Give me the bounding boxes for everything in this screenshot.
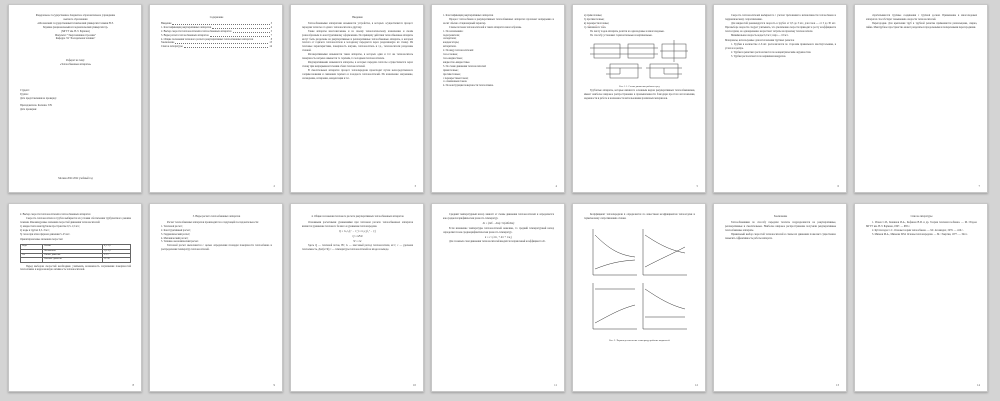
paragraph: Схемы потоков теплоносителей в таких аппаратах многообразны. [449,25,522,29]
section-heading: Список литературы [910,215,933,218]
formula: k = 1 / (1/α₁ + δ/λ + 1/α₂) [485,235,512,239]
field-teacher: Преподаватель: Калашн. Г.Н. [20,103,53,107]
page-number: 6 [837,184,839,189]
section-heading: 2. Выбор скорости теплоносителей в теплообменных аппаратах [20,213,91,216]
list-item: 4. По конструкции поверхности теплообмена. [443,84,494,88]
toc-title: 3. Виды расчета теплообменных аппаратов [161,33,209,37]
page-content [20,14,131,181]
paragraph: Такие аппараты многочисленны и по своему технологическому назначению и своим разнообразным по конструктивному оформлению. По принципу действия теплообменные аппараты могут быть разделены на рекуперативные и регенеративные теплообменные аппараты, в которых теплота от горячего теплоносителя к холодному передается через разделяющую их стенку. Их тепловые характеристики, поверхность нагрева, теплоноситель и т.д., теплоносители разделены стенкой. [302,29,413,53]
toc-leader [233,30,270,33]
toc-leader [184,45,269,48]
page-number: 3 [414,184,416,189]
toc-leader [175,41,268,44]
paragraph: Основными расчетными уравнениями при тепловом расчете теплообменных аппаратов являются уравнение теплового баланса и уравнение теплопередачи. [302,220,413,228]
page-content [302,14,413,181]
title-page-header [20,14,131,41]
list-item: прямоточные; [443,68,459,72]
list-item: 3) газов при атмосферном давлении 5–25 м/с. [20,232,71,236]
toc-page: 14 [269,45,272,49]
paragraph: Для жидкостей рекомендуется скорость в трубах от 0,5 до 3 м/с, для газов — от 5 до 30 м/с. При выборе скорости следует учитывать, что увеличение скорости приводит к росту коэффициента теплоотдачи, но одновременно возрастают затраты на прокачку теплоносителя. [725,21,836,33]
paragraph: Если изменение температуры теплоносителей невелико, то средний температурный напор определяется как среднеарифметическая разность температур. [443,226,554,234]
figure-caption: Рис. 2. Характер изменения температур рабочих жидкостей [609,338,670,342]
paragraph: По способу установки: горизонтальные и вертикальные. [590,33,653,37]
header-line: «Московский государственный технический университет имени Н.Э. [37,21,114,25]
list-item: 2. Трубки в решетках располагаются по концентрическим окружностям. [731,51,812,55]
list-item: противоточные; [443,72,461,76]
header-line: высшего образования [63,17,88,21]
subheading: Материалы, используемые для изготовления трубных решеток [725,39,795,43]
section-heading: 1. Классификация рекуперативных аппаратов [443,14,494,17]
list-item: жидкостно-жидкостные. [443,60,471,64]
table-cell: Вязкие [43,245,103,249]
reference-item: 2. Кутателадзе С.С. Основы теории теплообмена. — М.: Атомиздат, 1979. — 416 с. [872,228,964,232]
list-item: 2. По виду теплоносителей: [443,49,474,53]
toc-title: 4. Общие положения теплового расчета рекуперативных теплообменных аппаратов [161,37,254,41]
page-number: 5 [696,184,698,189]
formula: Q = G₁c₁(t₁′ − t₁″) = G₂c₂(t₂″ − t₂′) [339,229,376,233]
section-heading: 4. Общие положения теплового расчета рекуперативных теплообменных аппаратов [311,215,404,218]
page-content [584,213,695,380]
title-page-topic [20,59,131,67]
temperature-graphs-figure [585,225,695,335]
field-check-date: Дата проверки: [20,107,37,111]
page-content [866,14,977,181]
document-pages-grid [8,4,988,392]
toc-title: 1. Классификация рекуперативных аппаратов [161,25,212,29]
page-flow-schemes[interactable] [572,4,706,193]
header-line: Федеральное государственное бюджетное образовательное учреждение [35,14,116,17]
page-number: 2 [273,184,275,189]
paragraph: Правильный выбор скоростей теплоносителей и схемы их движения позволяет существенно повысить эффективность работы аппарата. [725,232,836,240]
toc-title: Список литературы [161,45,183,49]
page-introduction[interactable] [290,4,424,193]
topic-label: Реферат на тему: [66,59,85,63]
page-number: 8 [132,383,134,388]
list-item: газо-жидкостные; [443,56,463,60]
toc-title: Введение [161,21,172,25]
topic-name: «Теплообменные аппараты» [59,63,92,67]
list-item: 2. Конструктивный расчет; [161,228,191,232]
page-number: 14 [977,383,980,388]
page-title[interactable] [8,4,142,193]
paragraph: Теплообменники по способу передачи теплоты подразделяются на рекуперативные, регенеративные и смесительные. Наиболее широкое распространение получили рекуперативные теплообменные аппараты. [725,220,836,232]
list-item: 2) воды в трубах 0,5–3 м/с; [20,228,50,232]
page-number: 11 [554,383,557,388]
list-item: в) перекрестноточные; [584,21,610,25]
field-student: Студент: [20,89,30,93]
list-item: испарители. [443,45,457,49]
page-content [725,14,836,181]
table-caption: Ориентировочные значения скоростей [20,238,63,242]
page-speed-selection[interactable] [8,203,142,392]
table-cell: Низкое давление [43,253,103,257]
toc-title: 2. Выбор скорости теплоносителей в теплообменных аппаратах [161,29,232,33]
page-number: 12 [695,383,698,388]
field-group: Группа: [20,93,29,97]
page-number: 4 [555,184,557,189]
toc-page: 13 [269,41,272,45]
paragraph: Коэффициент теплопередачи k определяется по известным коэффициентам теплоотдачи и термическому сопротивлению стенки. [584,213,695,220]
paragraph: Для сложных схем движения теплоносителей вводится поправочный коэффициент εΔt. [449,240,546,244]
page-content [443,14,554,181]
table-cell: Маловязкие [43,249,103,253]
list-item: 4. Механический расчет; [161,236,189,240]
figure-caption: Рис. 1.1. Схемы движения рабочих сред [619,85,660,89]
page-content [20,213,131,380]
paragraph: По числу ходов аппараты делятся на одноходовые и многоходовые. [590,29,665,33]
formula: Δt = (Δtб − Δtм) / ln(Δtб/Δtм) [482,221,515,225]
paragraph: Перед выбором скоростей необходимо учитывать возможность загрязнения поверхностей теплообмена и коррозионную активность теплоносителей. [20,264,131,272]
formula: Q = kFΔt [352,234,363,238]
list-item: 3. По схеме движения теплоносителей: [443,64,487,68]
list-item: а) прямоточные; [584,14,603,17]
contents-heading: Содержание [209,16,224,19]
table-cell: Вода [21,245,43,249]
toc-page: 4 [270,25,272,29]
paragraph: Теплообменными аппаратами называются устройства, в которых осуществляется процесс передачи теплоты от одного теплоносителя к другому. [302,21,413,29]
list-item: г) смешанного тока. [584,25,607,29]
page-content [443,213,554,380]
page-thermal-calc[interactable] [290,203,424,392]
paragraph: Процесс теплообмена в рекуперативных теплообменных аппаратах протекает непрерывно и носит обычно стационарный характер. [443,17,554,25]
field-submit-date: Дата представления на проверку: [20,96,57,100]
page-content [725,213,836,380]
page-content [161,213,272,380]
paragraph: Трубчатые аппараты, которые являются основным видом рекуперативных теплообменников, имеют наиболее широкое распространение в промышленности благодаря простоте изготовления, надежности в работе и возможности использования различных материалов. [584,89,695,101]
list-item: охладители; [443,37,457,41]
page-number: 9 [273,383,275,388]
list-item: 5. Технико-экономический расчет. [161,240,199,244]
table-cell: 0,5–1,0 [102,245,130,249]
table-row [21,258,131,262]
page-content [584,14,695,181]
header-line: Кафедра Э4 "Холодильная техника" [55,37,96,41]
list-item: 3. Трубки располагаются по вершинам квадратов. [731,55,786,59]
page-number: 7 [978,184,980,189]
paragraph: Средний температурный напор зависит от схемы движения теплоносителей и определяется как среднелогарифмическая разность температур. [443,213,554,220]
paragraph: Регенеративными называются такие аппараты, в которых один и тот же теплоноситель поверхность нагрева омывается то горячим, то холодным теплоносителем. [302,53,413,61]
formula: W = Gc [353,239,362,243]
toc-page: 8 [270,37,272,41]
toc-page: 5 [270,29,272,33]
flow-scheme-figure [590,40,690,82]
section-heading: 3. Виды расчета теплообменных аппаратов [192,215,241,218]
paragraph: Здесь Q — тепловой поток, Вт; G — массовый расход теплоносителя, кг/с; c — удельная теплоемкость, Дж/(кг·К); t — температуры теплоносителей на входе и выходе. [302,244,413,252]
table-cell: 5–15 [102,253,130,257]
paragraph: В смесительных аппаратах процесс теплопередачи происходит путем непосредственного соприкосновения и смешения горячего и холодного теплоносителей. Их назначение: нагревание, охлаждение, испарение, конденсация и т.п. [302,68,413,80]
toc-page: 3 [270,21,272,25]
paragraph: Скорость теплоносителей выбирается с учетом требований к интенсивности теплообмена и гидравлическому сопротивлению. [725,14,836,21]
paragraph: Расчет теплообменных аппаратов производится в следующей последовательности: [167,220,259,224]
paragraph: Тепловой расчет выполняется с целью определения площади поверхности теплообмена и распределения температур теплоносителей. [161,244,272,252]
header-line: (МГТУ им. Н.Э. Баумана) [61,29,90,33]
page-number: 10 [413,383,416,388]
title-page-footer: Москва 2021/2022 учебный год [58,177,93,181]
list-item: 3. Гидравлический расчет; [161,232,191,236]
toc-title: Заключение [161,41,175,45]
list-item: б) противоточные; [584,17,605,21]
page-contents[interactable] [149,4,283,193]
list-item: 1) жидкостей в межтрубном пространстве 0,3–1,5 м/с; [20,224,80,228]
list-item: 1. Тепловой расчет; [161,224,183,228]
page-tube-layout[interactable] [713,4,847,193]
section-heading: Введение [352,16,363,19]
page-temperature-graphs[interactable] [572,203,706,392]
list-item: с перекрестным током; [443,76,469,80]
list-item: конденсаторы; [443,41,460,45]
toc-leader [172,22,269,25]
paragraph: Скорость теплоносителя в трубах выбирается из условия обеспечения турбулентного режима течения. Рекомендуемые значения скоростей движения теплоносителей: [20,216,131,224]
table-cell: Высокое давление [43,258,103,262]
toc-leader [210,34,270,37]
page-content [161,14,272,181]
toc-item[interactable] [161,45,272,49]
list-item: 1. По назначению: [443,29,464,33]
section-heading: Заключение [773,215,788,218]
list-item: со смешанным током. [443,80,468,84]
header-line: Баумана (национальный исследовательский университет)» [43,25,108,29]
page-conclusion[interactable] [713,203,847,392]
paragraph: Рекуперативными называются аппараты, в которых передача теплоты осуществляется через стенку при непрерывном течении обоих теплоносителей. [302,60,413,68]
table-cell: 1,0–3,0 [102,249,130,253]
list-item: 1. Трубки в количестве 2–6 шт. располагаются по сторонам правильного шестиугольника, в углах и в центре. [725,43,836,51]
header-line: Факультет "Энергомашиностроение" [55,33,96,37]
paragraph: Минимальная скорость воды 0,2 м/с; пара — 10 м/с. [731,33,789,37]
page-classification[interactable] [431,4,565,193]
page-content [302,213,413,380]
table-cell: Газ [21,253,43,257]
reference-item: 3. Михеев М.А., Михеева И.М. Основы теплопередачи. — М.: Энергия, 1977. — 344 с. [872,232,968,236]
page-partitions[interactable] [854,4,988,193]
reference-item: 1. Исаев С.И., Кожинов И.А., Кофанов В.И. и др. Теория тепломассообмена. — М.: Изд-во МГТУ им. Н.Э. Баумана, 1997. — 683 с. [866,220,977,228]
page-number: 13 [836,383,839,388]
list-item: газо-газовые; [443,53,458,57]
paragraph: Перегородки. Для крепления труб в трубной решетке применяются развальцовка, сварка, пайка. Межтрубное пространство может разделяться продольными и поперечными перегородками. [866,21,977,29]
title-page-fields [20,89,131,112]
paragraph: обрабатываются трубные соединения с трубной доской. Применение в многоходовых аппаратах способствует повышению скорости теплоносителей. [866,14,977,21]
page-temperature-head[interactable] [431,203,565,392]
page-content [866,213,977,380]
page-references[interactable] [854,203,988,392]
page-calc-types[interactable] [149,203,283,392]
speed-table [20,244,131,262]
toc-leader [212,26,269,29]
table-cell: 15–30 [102,258,130,262]
list-item: подогреватели; [443,33,460,37]
table-cell [21,258,43,262]
toc-page: 7 [270,33,272,37]
